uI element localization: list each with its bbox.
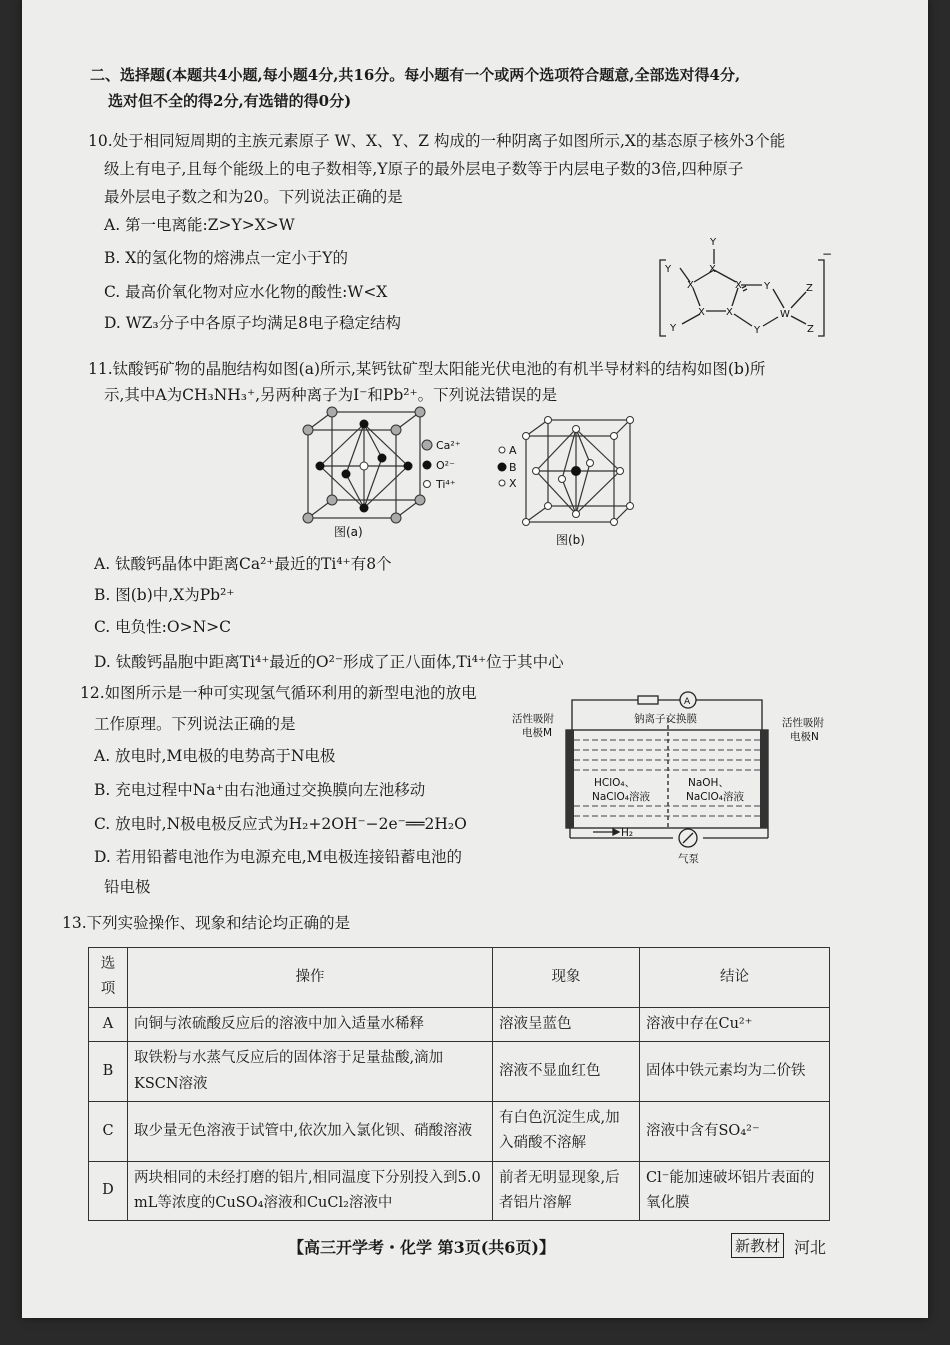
left-solution-2: NaClO₄溶液 — [592, 791, 651, 803]
row-b-phenomenon: 溶液不显血红色 — [493, 1042, 640, 1102]
q10-option-c: C. 最高价氧化物对应水化物的酸性:W<X — [104, 283, 388, 301]
table-row — [89, 1101, 830, 1161]
row-d-operation: 两块相同的未经打磨的铝片,相同温度下分别投入到5.0 mL等浓度的CuSO₄溶液和CuCl₂溶液中 — [128, 1161, 493, 1221]
q12-option-b: B. 充电过程中Na⁺由右池通过交换膜向左池移动 — [94, 781, 426, 799]
row-a-conclusion: 溶液中存在Cu²⁺ — [640, 1007, 830, 1041]
legend-o: O²⁻ — [436, 459, 455, 472]
section-title: 二、选择题(本题共4小题,每小题4分,共16分。每小题有一个或两个选项符合题意,全部选对得4分, — [90, 66, 741, 84]
pump-label: 气泵 — [678, 853, 699, 865]
table-row — [89, 1161, 830, 1221]
atom-x-bottom-left: X — [698, 307, 705, 318]
q11-option-b: B. 图(b)中,X为Pb²⁺ — [94, 586, 235, 604]
atom-y-mid: Y — [764, 281, 771, 292]
legend-a: A — [509, 444, 517, 457]
row-d-phenomenon: 前者无明显现象,后者铝片溶解 — [493, 1161, 640, 1221]
membrane-label: 钠离子交换膜 — [634, 713, 697, 725]
q13-table — [88, 947, 830, 1221]
row-d-option: D — [89, 1161, 128, 1221]
q10-option-d: D. WZ₃分子中各原子均满足8电子稳定结构 — [104, 314, 402, 332]
header-operation: 操作 — [128, 948, 493, 1008]
q11-option-d: D. 钛酸钙晶胞中距离Ti⁴⁺最近的O²⁻形成了正八面体,Ti⁴⁺位于其中心 — [94, 653, 564, 671]
atom-z-top: Z — [806, 283, 813, 294]
atom-y-bottom-left: Y — [670, 323, 677, 334]
atom-w: W — [780, 309, 790, 320]
section-title-cont: 选对但不全的得2分,有选错的得0分) — [108, 92, 352, 110]
q13-stem: 13.下列实验操作、现象和结论均正确的是 — [62, 914, 351, 932]
row-c-conclusion: 溶液中含有SO₄²⁻ — [640, 1101, 830, 1161]
atom-x-left: X — [687, 280, 694, 291]
q11-figure-b — [490, 412, 640, 548]
label-n2: 电极N — [790, 731, 819, 743]
textbook-badge: 新教材 — [731, 1233, 784, 1258]
row-b-operation: 取铁粉与水蒸气反应后的固体溶于足量盐酸,滴加KSCN溶液 — [128, 1042, 493, 1102]
row-a-option: A — [89, 1007, 128, 1041]
row-c-option: C — [89, 1101, 128, 1161]
q12-option-c: C. 放电时,N极电极反应式为H₂+2OH⁻−2e⁻══2H₂O — [94, 815, 467, 833]
caption-a: 图(a) — [334, 525, 363, 539]
atom-y-top: Y — [710, 237, 717, 248]
q10-option-b: B. X的氢化物的熔沸点一定小于Y的 — [104, 249, 349, 267]
right-solution-1: NaOH、 — [688, 777, 729, 789]
label-m1: 活性吸附 — [512, 713, 554, 725]
anion-charge: − — [822, 247, 833, 261]
header-option: 选项 — [89, 948, 128, 1008]
q11-figure-a — [296, 404, 486, 544]
legend-b: B — [509, 461, 517, 474]
header-conclusion: 结论 — [640, 948, 830, 1008]
row-c-phenomenon: 有白色沉淀生成,加入硝酸不溶解 — [493, 1101, 640, 1161]
label-n1: 活性吸附 — [782, 717, 824, 729]
q10-option-a: A. 第一电离能:Z>Y>X>W — [104, 216, 295, 234]
caption-b: 图(b) — [556, 533, 585, 547]
row-d-conclusion: Cl⁻能加速破坏铝片表面的氧化膜 — [640, 1161, 830, 1221]
h2-label: H₂ — [621, 827, 634, 839]
atom-y-bottom: Y — [754, 325, 761, 336]
legend-x: X — [509, 477, 517, 490]
q11-stem-1: 11.钛酸钙矿物的晶胞结构如图(a)所示,某钙钛矿型太阳能光伏电池的有机半导材料的结构如图(b)所 — [88, 360, 766, 378]
row-b-option: B — [89, 1042, 128, 1102]
legend-ca: Ca²⁺ — [436, 439, 461, 452]
atom-x-top: X — [709, 264, 716, 275]
q12-stem-2: 工作原理。下列说法正确的是 — [94, 715, 296, 733]
q11-stem-2: 示,其中A为CH₃NH₃⁺,另两种离子为I⁻和Pb²⁺。下列说法错误的是 — [104, 386, 558, 404]
q10-anion-structure — [650, 232, 835, 342]
q12-option-d: D. 若用铅蓄电池作为电源充电,M电极连接铅蓄电池的 — [94, 848, 463, 866]
atom-x-right: X — [735, 280, 742, 291]
row-a-phenomenon: 溶液呈蓝色 — [493, 1007, 640, 1041]
right-solution-2: NaClO₄溶液 — [686, 791, 745, 803]
legend-ti: Ti⁴⁺ — [436, 478, 456, 491]
table-row — [89, 1007, 830, 1041]
table-header-row — [89, 948, 830, 1008]
q10-stem-2: 级上有电子,且每个能级上的电子数相等,Y原子的最外层电子数等于内层电子数的3倍,四种原子 — [104, 160, 744, 178]
q10-stem-3: 最外层电子数之和为20。下列说法正确的是 — [104, 188, 403, 206]
q12-stem-1: 12.如图所示是一种可实现氢气循环利用的新型电池的放电 — [80, 684, 477, 702]
row-c-operation: 取少量无色溶液于试管中,依次加入氯化钡、硝酸溶液 — [128, 1101, 493, 1161]
q12-battery-diagram — [508, 688, 838, 868]
table-row — [89, 1042, 830, 1102]
ammeter-label: A — [684, 697, 691, 707]
region-label: 河北 — [794, 1238, 827, 1257]
q11-option-c: C. 电负性:O>N>C — [94, 618, 231, 636]
q12-option-d-cont: 铅电极 — [104, 878, 151, 896]
atom-y-left: Y — [665, 264, 672, 275]
q10-stem-1: 10.处于相同短周期的主族元素原子 W、X、Y、Z 构成的一种阴离子如图所示,X的基态原子核外3个能 — [88, 132, 786, 150]
left-solution-1: HClO₄、 — [594, 777, 636, 789]
label-m2: 电极M — [522, 727, 553, 739]
atom-x-bottom-right: X — [726, 307, 733, 318]
atom-z-bottom: Z — [807, 324, 814, 335]
page-footer-title: 【高三开学考・化学 第3页(共6页)】 — [288, 1238, 555, 1257]
row-a-operation: 向铜与浓硫酸反应后的溶液中加入适量水稀释 — [128, 1007, 493, 1041]
q11-option-a: A. 钛酸钙晶体中距离Ca²⁺最近的Ti⁴⁺有8个 — [94, 555, 392, 573]
q12-option-a: A. 放电时,M电极的电势高于N电极 — [94, 747, 336, 765]
header-phenomenon: 现象 — [493, 948, 640, 1008]
row-b-conclusion: 固体中铁元素均为二价铁 — [640, 1042, 830, 1102]
